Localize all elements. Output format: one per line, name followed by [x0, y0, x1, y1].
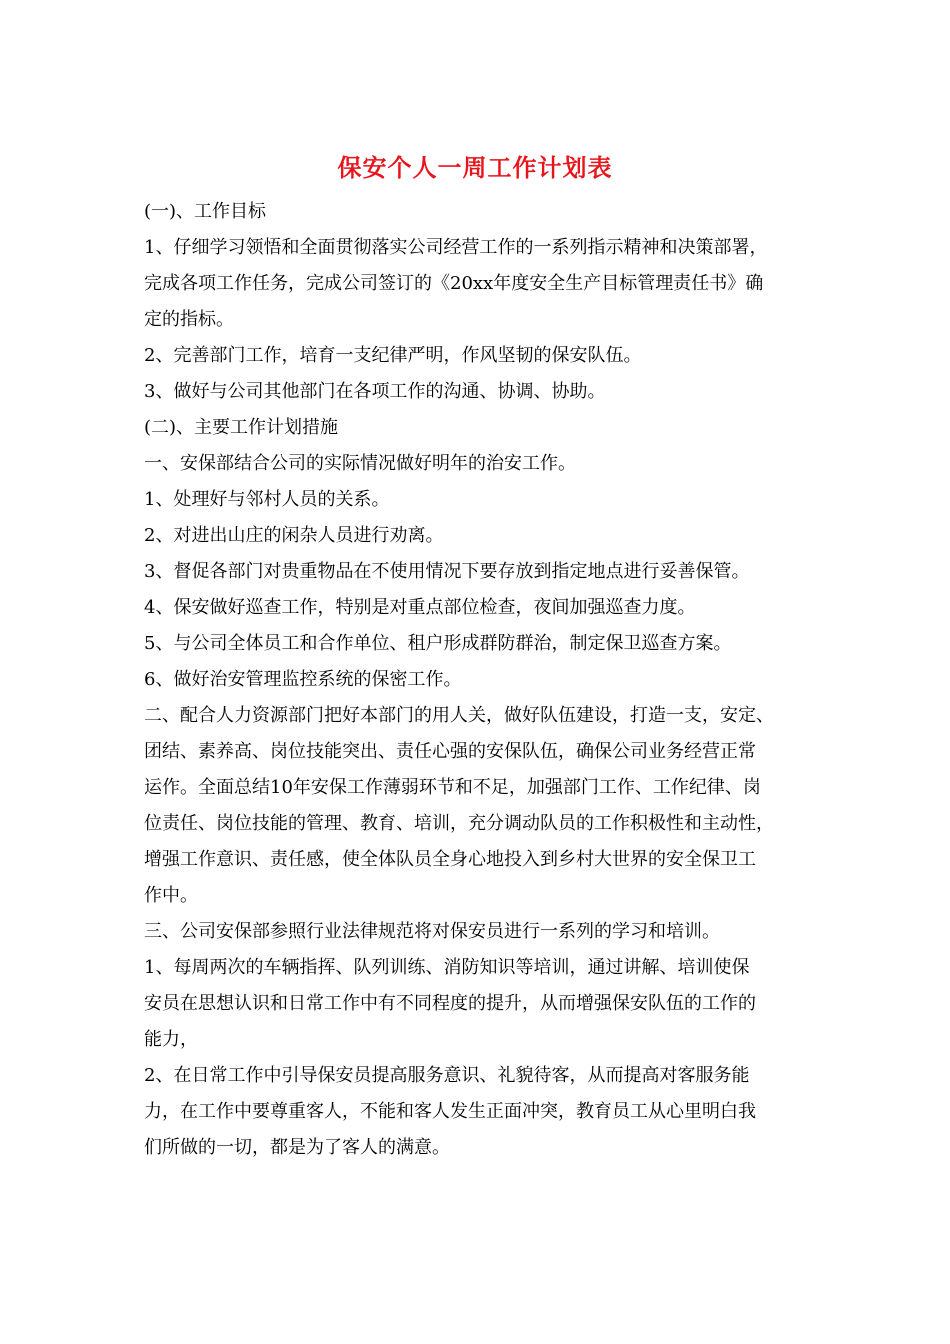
text-line: 3、做好与公司其他部门在各项工作的沟通、协调、协助。	[144, 381, 606, 402]
text-line: 安员在思想认识和日常工作中有不同程度的提升，从而增强保安队伍的工作的	[144, 993, 756, 1014]
text-line: 1、仔细学习领悟和全面贯彻落实公司经营工作的一系列指示精神和决策部署，	[144, 237, 768, 258]
text-line: 2、在日常工作中引导保安员提高服务意识、礼貌待客，从而提高对客服务能	[144, 1065, 750, 1086]
text-line: 运作。全面总结10年安保工作薄弱环节和不足，加强部门工作、工作纪律、岗	[144, 777, 761, 798]
text-line: 们所做的一切，都是为了客人的满意。	[144, 1137, 450, 1158]
text-line: 二、配合人力资源部门把好本部门的用人关，做好队伍建设，打造一支，安定、	[144, 705, 774, 726]
text-line: 作中。	[144, 885, 198, 906]
text-line: (一)、工作目标	[144, 201, 267, 222]
text-line: 6、做好治安管理监控系统的保密工作。	[144, 669, 462, 690]
text-line: (二)、主要工作计划措施	[144, 417, 339, 438]
text-line: 力，在工作中要尊重客人，不能和客人发生正面冲突，教育员工从心里明白我	[144, 1101, 756, 1122]
text-line: 2、完善部门工作，培育一支纪律严明，作风坚韧的保安队伍。	[144, 345, 642, 366]
text-line: 1、处理好与邻村人员的关系。	[144, 489, 390, 510]
text-line: 定的指标。	[144, 309, 234, 330]
document-body	[144, 194, 820, 1166]
text-line: 4、保安做好巡查工作，特别是对重点部位检查，夜间加强巡查力度。	[144, 597, 696, 618]
text-line: 2、对进出山庄的闲杂人员进行劝离。	[144, 525, 444, 546]
text-line: 5、与公司全体员工和合作单位、租户形成群防群治，制定保卫巡查方案。	[144, 633, 732, 654]
text-line: 一、安保部结合公司的实际情况做好明年的治安工作。	[144, 453, 576, 474]
text-line: 位责任、岗位技能的管理、教育、培训，充分调动队员的工作积极性和主动性，	[144, 813, 774, 834]
text-line: 增强工作意识、责任感，使全体队员全身心地投入到乡村大世界的安全保卫工	[144, 849, 756, 870]
text-line: 三、公司安保部参照行业法律规范将对保安员进行一系列的学习和培训。	[144, 921, 720, 942]
text-line: 完成各项工作任务，完成公司签订的《20xx年度安全生产目标管理责任书》确	[144, 273, 764, 294]
text-line: 3、督促各部门对贵重物品在不使用情况下要存放到指定地点进行妥善保管。	[144, 561, 750, 582]
document-title: 保安个人一周工作计划表	[337, 153, 613, 182]
text-line: 团结、素养高、岗位技能突出、责任心强的安保队伍，确保公司业务经营正常	[144, 741, 756, 762]
text-line: 1、每周两次的车辆指挥、队列训练、消防知识等培训，通过讲解、培训使保	[144, 957, 750, 978]
text-line: 能力，	[144, 1029, 198, 1050]
